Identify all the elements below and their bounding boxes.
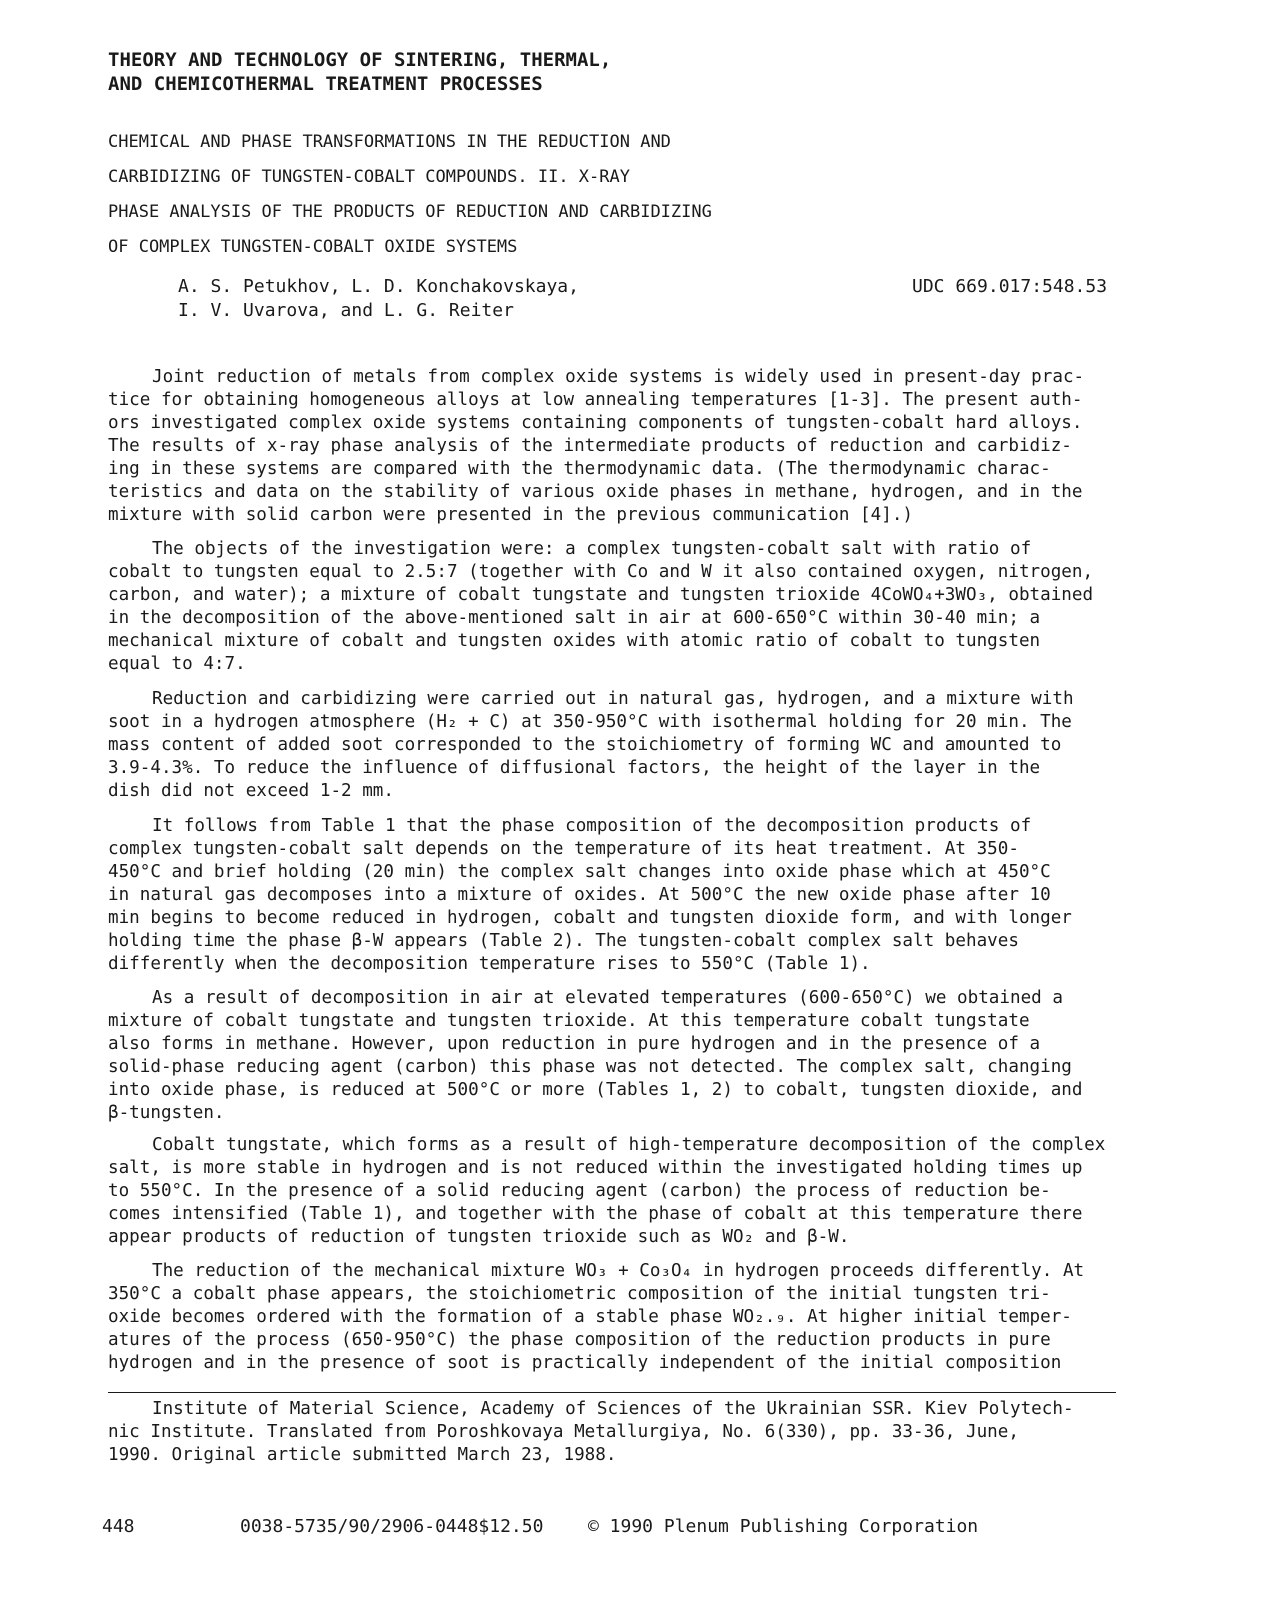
udc-code: UDC 669.017:548.53 xyxy=(912,276,1108,297)
section-title xyxy=(108,48,1008,96)
article-code: 0038-5735/90/2906-0448$12.50 xyxy=(240,1516,544,1537)
paragraph-line: 3.9-4.3%. To reduce the influence of diffusional factors, the height of the layer in the xyxy=(108,758,1041,778)
footnote-line: Institute of Material Science, Academy of Sciences of the Ukrainian SSR. Kiev Polytech- xyxy=(152,1399,1074,1419)
paragraph xyxy=(108,366,1168,527)
paragraph-line: Cobalt tungstate, which forms as a result of high-temperature decomposition of the complex xyxy=(152,1135,1106,1155)
paragraph-line: 350°C a cobalt phase appears, the stoichiometric composition of the initial tungsten tri- xyxy=(108,1284,1051,1304)
paragraph-line: Joint reduction of metals from complex oxide systems is widely used in present-day prac- xyxy=(152,367,1085,387)
authors-line: I. V. Uvarova, and L. G. Reiter xyxy=(178,300,514,321)
paragraph-line: carbon, and water); a mixture of cobalt tungstate and tungsten trioxide 4CoWO₄+3WO₃, obtained xyxy=(108,585,1094,605)
paragraph-line: The results of x-ray phase analysis of the intermediate products of reduction and carbidiz- xyxy=(108,436,1072,456)
paragraph xyxy=(108,1134,1168,1249)
paragraph-line: mixture with solid carbon were presented in the previous communication [4].) xyxy=(108,505,914,525)
footnote-line: 1990. Original article submitted March 23, 1988. xyxy=(108,1445,617,1465)
paragraph xyxy=(108,538,1168,676)
paragraph-line: cobalt to tungsten equal to 2.5:7 (together with Co and W it also contained oxygen, nitrogen, xyxy=(108,562,1094,582)
paragraph-line: The objects of the investigation were: a complex tungsten-cobalt salt with ratio of xyxy=(152,539,1032,559)
paragraph-line: mass content of added soot corresponded to the stoichiometry of forming WC and amounted to xyxy=(108,735,1062,755)
authors-line: A. S. Petukhov, L. D. Konchakovskaya, xyxy=(178,276,579,297)
paragraph-line: comes intensified (Table 1), and together with the phase of cobalt at this temperature there xyxy=(108,1204,1083,1224)
paragraph-line: salt, is more stable in hydrogen and is not reduced within the investigated holding times up xyxy=(108,1158,1083,1178)
footnote-line: nic Institute. Translated from Poroshkovaya Metallurgiya, No. 6(330), pp. 33-36, June, xyxy=(108,1422,1019,1442)
paragraph-line: oxide becomes ordered with the formation of a stable phase WO₂.₉. At higher initial temper- xyxy=(108,1307,1072,1327)
paragraph-line: in the decomposition of the above-mentioned salt in air at 600-650°C within 30-40 min; a xyxy=(108,608,1041,628)
paragraph-line: dish did not exceed 1-2 mm. xyxy=(108,781,394,801)
paragraph xyxy=(108,1260,1168,1375)
section-title-line: THEORY AND TECHNOLOGY OF SINTERING, THERMAL, xyxy=(108,49,612,71)
paragraph-line: min begins to become reduced in hydrogen, cobalt and tungsten dioxide form, and with longer xyxy=(108,908,1072,928)
footnote xyxy=(108,1398,1168,1467)
paragraph-line: atures of the process (650-950°C) the phase composition of the reduction products in pure xyxy=(108,1330,1051,1350)
paragraph-line: differently when the decomposition temperature rises to 550°C (Table 1). xyxy=(108,954,871,974)
paragraph-line: equal to 4:7. xyxy=(108,654,246,674)
paragraph-line: solid-phase reducing agent (carbon) this phase was not detected. The complex salt, changing xyxy=(108,1057,1072,1077)
paragraph-line: ing in these systems are compared with the thermodynamic data. (The thermodynamic charac- xyxy=(108,459,1051,479)
paragraph xyxy=(108,987,1168,1125)
paragraph-line: teristics and data on the stability of various oxide phases in methane, hydrogen, and in the xyxy=(108,482,1083,502)
article-title-line: CHEMICAL AND PHASE TRANSFORMATIONS IN THE REDUCTION AND xyxy=(108,132,671,152)
paragraph-line: into oxide phase, is reduced at 500°C or more (Tables 1, 2) to cobalt, tungsten dioxide, and xyxy=(108,1080,1083,1100)
paragraph-line: hydrogen and in the presence of soot is practically independent of the initial composition xyxy=(108,1353,1062,1373)
paragraph-line: Reduction and carbidizing were carried out in natural gas, hydrogen, and a mixture with xyxy=(152,689,1074,709)
footnote-rule xyxy=(108,1392,1116,1393)
article-title xyxy=(108,125,1008,265)
paragraph-line: tice for obtaining homogeneous alloys at low annealing temperatures [1-3]. The present auth- xyxy=(108,390,1083,410)
article-title-line: CARBIDIZING OF TUNGSTEN-COBALT COMPOUNDS. II. X-RAY xyxy=(108,167,630,187)
copyright-notice: © 1990 Plenum Publishing Corporation xyxy=(588,1516,979,1537)
paragraph-line: mechanical mixture of cobalt and tungsten oxides with atomic ratio of cobalt to tungsten xyxy=(108,631,1041,651)
paragraph xyxy=(108,688,1168,803)
paragraph-line: It follows from Table 1 that the phase composition of the decomposition products of xyxy=(152,816,1032,836)
article-title-line: PHASE ANALYSIS OF THE PRODUCTS OF REDUCTION AND CARBIDIZING xyxy=(108,202,712,222)
section-title-line: AND CHEMICOTHERMAL TREATMENT PROCESSES xyxy=(108,73,543,95)
paragraph-line: in natural gas decomposes into a mixture of oxides. At 500°C the new oxide phase after 10 xyxy=(108,885,1051,905)
paragraph-line: ors investigated complex oxide systems containing components of tungsten-cobalt hard alloys. xyxy=(108,413,1083,433)
paragraph-line: 450°C and brief holding (20 min) the complex salt changes into oxide phase which at 450°C xyxy=(108,862,1051,882)
paragraph-line: mixture of cobalt tungstate and tungsten trioxide. At this temperature cobalt tungstate xyxy=(108,1011,1030,1031)
paragraph xyxy=(108,815,1168,976)
paragraph-line: β-tungsten. xyxy=(108,1103,225,1123)
paragraph-line: soot in a hydrogen atmosphere (H₂ + C) at 350-950°C with isothermal holding for 20 min. The xyxy=(108,712,1072,732)
authors xyxy=(178,275,778,323)
paragraph-line: holding time the phase β-W appears (Table 2). The tungsten-cobalt complex salt behaves xyxy=(108,931,1019,951)
page-number: 448 xyxy=(102,1516,135,1537)
paragraph-line: appear products of reduction of tungsten trioxide such as WO₂ and β-W. xyxy=(108,1227,850,1247)
paragraph-line: to 550°C. In the presence of a solid reducing agent (carbon) the process of reduction be- xyxy=(108,1181,1051,1201)
paragraph-line: complex tungsten-cobalt salt depends on the temperature of its heat treatment. At 350- xyxy=(108,839,1019,859)
paragraph-line: As a result of decomposition in air at elevated temperatures (600-650°C) we obtained a xyxy=(152,988,1063,1008)
paragraph-line: The reduction of the mechanical mixture WO₃ + Co₃O₄ in hydrogen proceeds differently. At xyxy=(152,1261,1085,1281)
article-title-line: OF COMPLEX TUNGSTEN-COBALT OXIDE SYSTEMS xyxy=(108,237,518,257)
paragraph-line: also forms in methane. However, upon reduction in pure hydrogen and in the presence of a xyxy=(108,1034,1041,1054)
